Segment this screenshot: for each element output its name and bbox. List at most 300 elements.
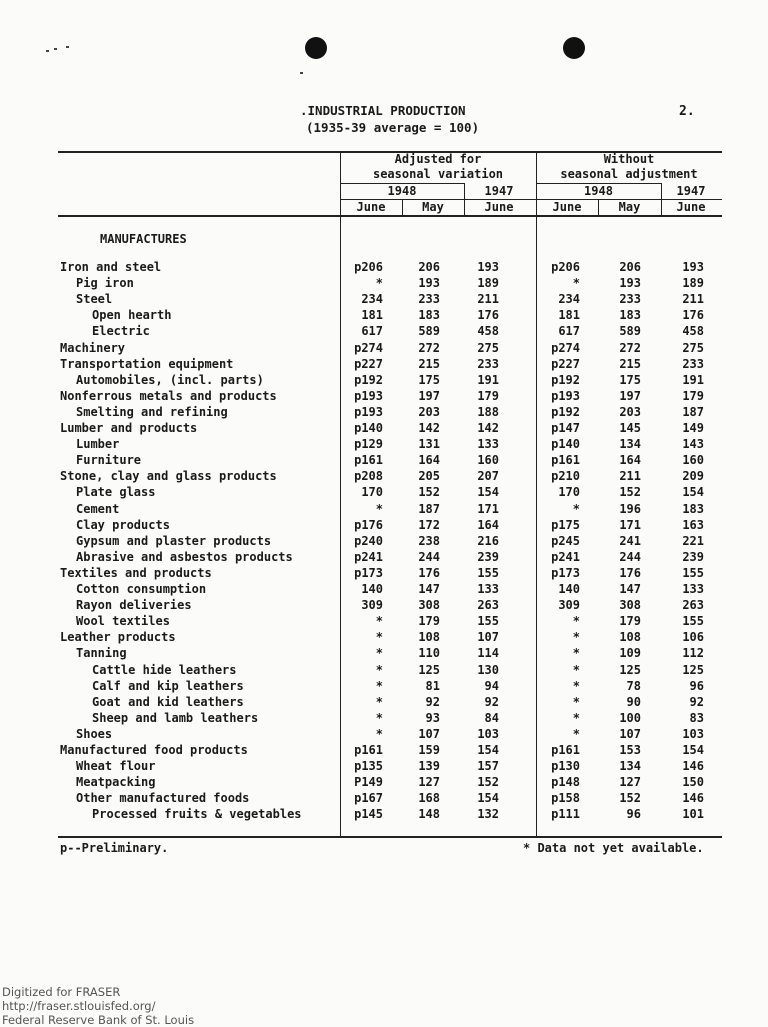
row-value: 168 bbox=[418, 791, 440, 806]
row-value: 170 bbox=[558, 485, 580, 500]
row-label: Cotton consumption bbox=[76, 582, 207, 596]
row-value: * bbox=[572, 694, 580, 709]
row-label: Steel bbox=[76, 292, 113, 307]
row-value: 181 bbox=[361, 308, 383, 323]
table-bottom-rule bbox=[58, 836, 722, 838]
without-header-line2: seasonal adjustment bbox=[560, 167, 698, 181]
scan-speck bbox=[46, 50, 49, 52]
row-value: 155 bbox=[682, 565, 704, 580]
row-value: p192 bbox=[354, 372, 383, 387]
fraser-line: Federal Reserve Bank of St. Louis bbox=[2, 1013, 195, 1027]
row-value: 617 bbox=[558, 324, 580, 339]
month-header: May bbox=[618, 200, 641, 214]
row-value: 150 bbox=[682, 775, 704, 790]
fraser-line: Digitized for FRASER bbox=[2, 985, 121, 999]
row-value: 197 bbox=[619, 388, 641, 403]
row-value: p210 bbox=[551, 469, 580, 484]
row-value: p192 bbox=[551, 404, 580, 419]
row-value: 108 bbox=[619, 630, 641, 645]
row-value: 206 bbox=[418, 260, 440, 274]
row-value: p241 bbox=[551, 549, 580, 564]
table-row bbox=[0, 292, 768, 308]
row-value: p227 bbox=[551, 356, 580, 371]
row-value: p161 bbox=[354, 743, 383, 757]
row-value: 183 bbox=[619, 308, 641, 323]
row-value: 110 bbox=[418, 646, 440, 661]
row-label: Other manufactured foods bbox=[76, 791, 250, 806]
month-header: June bbox=[356, 200, 386, 214]
row-value: 155 bbox=[477, 565, 499, 580]
row-value: 183 bbox=[682, 501, 704, 516]
row-value: 275 bbox=[682, 340, 704, 355]
row-label: Leather products bbox=[60, 630, 176, 645]
row-value: 106 bbox=[682, 630, 704, 645]
row-value: * bbox=[572, 710, 580, 725]
table-row bbox=[0, 421, 768, 437]
row-value: 164 bbox=[418, 453, 440, 468]
row-value: * bbox=[375, 678, 383, 693]
row-value: * bbox=[572, 726, 580, 741]
row-value: p173 bbox=[354, 565, 383, 580]
row-value: 175 bbox=[619, 372, 641, 387]
table-row bbox=[0, 357, 768, 373]
row-value: 193 bbox=[418, 276, 440, 291]
table-row bbox=[0, 534, 768, 550]
row-value: 152 bbox=[619, 791, 641, 806]
row-value: 164 bbox=[477, 517, 499, 532]
row-value: 84 bbox=[484, 710, 499, 725]
row-value: 157 bbox=[477, 759, 499, 774]
table-row bbox=[0, 775, 768, 791]
row-value: * bbox=[375, 614, 383, 629]
row-label: Gypsum and plaster products bbox=[76, 533, 272, 548]
row-value: 458 bbox=[477, 324, 499, 339]
without-header-line1: Without bbox=[603, 152, 655, 166]
document-title bbox=[300, 102, 479, 136]
row-value: 188 bbox=[477, 404, 499, 419]
row-label: Electric bbox=[92, 324, 150, 339]
row-value: 179 bbox=[418, 614, 440, 629]
row-value: 164 bbox=[619, 453, 641, 468]
row-label: Calf and kip leathers bbox=[92, 678, 244, 693]
row-value: * bbox=[572, 662, 580, 677]
row-value: 179 bbox=[477, 388, 499, 403]
row-value: 193 bbox=[477, 260, 499, 274]
row-value: 176 bbox=[477, 308, 499, 323]
row-value: 163 bbox=[682, 517, 704, 532]
year-header: 1947 bbox=[676, 184, 706, 198]
footnote-not-available: * Data not yet available. bbox=[523, 841, 704, 855]
row-value: 154 bbox=[477, 743, 499, 757]
row-value: 171 bbox=[477, 501, 499, 516]
row-value: 154 bbox=[682, 485, 704, 500]
row-value: 154 bbox=[477, 791, 499, 806]
row-value: p245 bbox=[551, 533, 580, 548]
row-label: Textiles and products bbox=[60, 565, 212, 580]
row-value: 272 bbox=[619, 340, 641, 355]
row-value: 147 bbox=[619, 582, 641, 596]
table-row bbox=[0, 566, 768, 582]
row-value: 191 bbox=[682, 372, 704, 387]
row-value: 238 bbox=[418, 533, 440, 548]
table-row bbox=[0, 582, 768, 598]
row-value: 309 bbox=[558, 598, 580, 613]
row-label: Cattle hide leathers bbox=[92, 662, 237, 677]
row-value: p274 bbox=[354, 340, 383, 355]
row-value: 211 bbox=[477, 292, 499, 307]
row-value: 189 bbox=[477, 276, 499, 291]
row-value: 234 bbox=[558, 292, 580, 307]
row-value: 133 bbox=[682, 582, 704, 596]
row-label: Rayon deliveries bbox=[76, 598, 192, 613]
row-value: 125 bbox=[682, 662, 704, 677]
row-value: 187 bbox=[682, 404, 704, 419]
row-value: 617 bbox=[361, 324, 383, 339]
punch-hole-right bbox=[563, 37, 585, 59]
row-value: p274 bbox=[551, 340, 580, 355]
row-label: Wheat flour bbox=[76, 759, 156, 774]
row-value: 209 bbox=[682, 469, 704, 484]
row-value: 155 bbox=[682, 614, 704, 629]
year-header: 1947 bbox=[484, 184, 514, 198]
row-value: p158 bbox=[551, 791, 580, 806]
row-value: 175 bbox=[418, 372, 440, 387]
row-value: 272 bbox=[418, 340, 440, 355]
row-value: p135 bbox=[354, 759, 383, 774]
row-value: 93 bbox=[425, 710, 440, 725]
row-value: 152 bbox=[477, 775, 499, 790]
row-value: 183 bbox=[418, 308, 440, 323]
row-value: 125 bbox=[418, 662, 440, 677]
page-number: 2. bbox=[679, 104, 695, 119]
row-label: Open hearth bbox=[92, 308, 172, 323]
row-value: 81 bbox=[425, 678, 440, 693]
row-value: p140 bbox=[354, 421, 383, 435]
row-value: 193 bbox=[682, 260, 704, 274]
row-value: 90 bbox=[626, 694, 641, 709]
row-value: 146 bbox=[682, 759, 704, 774]
row-label: Processed fruits & vegetables bbox=[92, 807, 302, 822]
row-value: * bbox=[572, 630, 580, 645]
fraser-line: http://fraser.stlouisfed.org/ bbox=[2, 999, 156, 1013]
footnote-preliminary: p--Preliminary. bbox=[60, 841, 169, 855]
row-value: 133 bbox=[477, 437, 499, 452]
row-value: 101 bbox=[682, 807, 704, 822]
header-bottom-rule bbox=[58, 215, 722, 217]
row-value: 172 bbox=[418, 517, 440, 532]
row-value: 159 bbox=[418, 743, 440, 757]
row-value: 233 bbox=[477, 356, 499, 371]
row-value: 131 bbox=[418, 437, 440, 452]
subtitle-line: (1935-39 average = 100) bbox=[306, 120, 480, 135]
row-value: 233 bbox=[682, 356, 704, 371]
month-header: June bbox=[484, 200, 514, 214]
row-label: Iron and steel bbox=[60, 260, 162, 274]
row-value: * bbox=[375, 646, 383, 661]
row-label: Shoes bbox=[76, 726, 113, 741]
table-row bbox=[0, 502, 768, 518]
row-value: 179 bbox=[619, 614, 641, 629]
table-row bbox=[0, 276, 768, 292]
table-row bbox=[0, 663, 768, 679]
row-value: 176 bbox=[619, 565, 641, 580]
row-value: 203 bbox=[418, 404, 440, 419]
row-value: p193 bbox=[354, 404, 383, 419]
month-header: June bbox=[676, 200, 706, 214]
month-header: May bbox=[422, 200, 444, 214]
row-label: Goat and kid leathers bbox=[92, 694, 244, 709]
row-label: Wool textiles bbox=[76, 614, 170, 629]
row-value: 179 bbox=[682, 388, 704, 403]
row-value: p176 bbox=[354, 517, 383, 532]
table-row bbox=[0, 260, 768, 276]
row-value: * bbox=[572, 678, 580, 693]
row-value: * bbox=[375, 694, 383, 709]
row-label: Abrasive and asbestos products bbox=[76, 549, 293, 564]
table-row bbox=[0, 598, 768, 614]
table-row bbox=[0, 453, 768, 469]
row-value: 140 bbox=[361, 582, 383, 596]
table-row bbox=[0, 373, 768, 389]
row-value: 125 bbox=[619, 662, 641, 677]
row-value: p241 bbox=[354, 549, 383, 564]
row-value: P149 bbox=[354, 775, 383, 790]
row-value: 127 bbox=[418, 775, 440, 790]
table-row bbox=[0, 389, 768, 405]
row-value: 197 bbox=[418, 388, 440, 403]
row-value: 114 bbox=[477, 646, 499, 661]
row-value: p175 bbox=[551, 517, 580, 532]
row-value: 96 bbox=[626, 807, 641, 822]
row-value: 216 bbox=[477, 533, 499, 548]
adjusted-header-line2: seasonal variation bbox=[372, 167, 504, 181]
row-value: 132 bbox=[477, 807, 499, 822]
row-value: 107 bbox=[619, 726, 641, 741]
row-value: 589 bbox=[619, 324, 641, 339]
table-row bbox=[0, 630, 768, 646]
table-row bbox=[0, 405, 768, 421]
row-value: 263 bbox=[477, 598, 499, 613]
row-label: Nonferrous metals and products bbox=[60, 388, 277, 403]
row-value: 134 bbox=[619, 437, 641, 452]
row-value: * bbox=[572, 614, 580, 629]
month-header: June bbox=[552, 200, 582, 214]
row-label: Stone, clay and glass products bbox=[60, 469, 277, 484]
row-value: 134 bbox=[619, 759, 641, 774]
row-value: 78 bbox=[626, 678, 641, 693]
row-value: 107 bbox=[418, 726, 440, 741]
row-value: 112 bbox=[682, 646, 704, 661]
table-row bbox=[0, 807, 768, 823]
row-label: Pig iron bbox=[76, 276, 134, 291]
row-value: 205 bbox=[418, 469, 440, 484]
row-value: 160 bbox=[682, 453, 704, 468]
row-value: 187 bbox=[418, 501, 440, 516]
table-row bbox=[0, 341, 768, 357]
row-value: p161 bbox=[551, 453, 580, 468]
row-value: 309 bbox=[361, 598, 383, 613]
row-value: p227 bbox=[354, 356, 383, 371]
row-value: 233 bbox=[619, 292, 641, 307]
row-value: 154 bbox=[682, 743, 704, 757]
row-value: 155 bbox=[477, 614, 499, 629]
row-value: p148 bbox=[551, 775, 580, 790]
row-value: 140 bbox=[558, 582, 580, 596]
row-value: 153 bbox=[619, 743, 641, 757]
table-row bbox=[0, 711, 768, 727]
row-value: 108 bbox=[418, 630, 440, 645]
row-value: 92 bbox=[425, 694, 440, 709]
row-value: 233 bbox=[418, 292, 440, 307]
table-row bbox=[0, 791, 768, 807]
table-row bbox=[0, 614, 768, 630]
row-value: p129 bbox=[354, 437, 383, 452]
row-value: 160 bbox=[477, 453, 499, 468]
row-value: p167 bbox=[354, 791, 383, 806]
row-value: p208 bbox=[354, 469, 383, 484]
row-value: * bbox=[375, 501, 383, 516]
table-row bbox=[0, 518, 768, 534]
row-value: * bbox=[375, 710, 383, 725]
row-label: Automobiles, (incl. parts) bbox=[76, 372, 264, 387]
scan-speck bbox=[300, 72, 303, 74]
row-value: * bbox=[375, 630, 383, 645]
fraser-watermark bbox=[2, 985, 194, 1027]
row-value: 92 bbox=[484, 694, 499, 709]
row-label: Transportation equipment bbox=[60, 356, 234, 371]
row-value: 109 bbox=[619, 646, 641, 661]
row-label: Lumber bbox=[76, 437, 120, 452]
row-value: * bbox=[572, 646, 580, 661]
table-row bbox=[0, 324, 768, 340]
row-value: 239 bbox=[477, 549, 499, 564]
row-label: Tanning bbox=[76, 646, 127, 661]
row-value: 133 bbox=[477, 582, 499, 596]
row-value: 176 bbox=[682, 308, 704, 323]
row-value: 130 bbox=[477, 662, 499, 677]
row-value: 92 bbox=[689, 694, 704, 709]
row-value: p192 bbox=[551, 372, 580, 387]
row-value: 142 bbox=[418, 421, 440, 435]
row-value: * bbox=[572, 501, 580, 516]
row-value: p145 bbox=[354, 807, 383, 822]
row-value: 103 bbox=[682, 726, 704, 741]
row-value: 147 bbox=[418, 582, 440, 596]
title-line: .INDUSTRIAL PRODUCTION bbox=[300, 103, 466, 118]
row-value: 100 bbox=[619, 710, 641, 725]
row-value: p206 bbox=[551, 260, 580, 274]
row-value: 206 bbox=[619, 260, 641, 274]
row-value: 154 bbox=[477, 485, 499, 500]
row-value: 215 bbox=[619, 356, 641, 371]
row-value: 146 bbox=[682, 791, 704, 806]
row-label: Meatpacking bbox=[76, 775, 156, 790]
row-value: 239 bbox=[682, 549, 704, 564]
row-label: Cement bbox=[76, 501, 120, 516]
row-value: p193 bbox=[551, 388, 580, 403]
table-row bbox=[0, 485, 768, 501]
row-value: p206 bbox=[354, 260, 383, 274]
row-value: 143 bbox=[682, 437, 704, 452]
row-label: Furniture bbox=[76, 453, 142, 468]
row-value: 244 bbox=[418, 549, 440, 564]
row-value: p173 bbox=[551, 565, 580, 580]
row-label: Manufactured food products bbox=[60, 743, 248, 757]
row-value: 207 bbox=[477, 469, 499, 484]
row-value: 275 bbox=[477, 340, 499, 355]
row-value: * bbox=[572, 276, 580, 291]
scan-speck bbox=[66, 46, 69, 48]
row-value: 589 bbox=[418, 324, 440, 339]
row-value: 148 bbox=[418, 807, 440, 822]
row-value: 215 bbox=[418, 356, 440, 371]
row-value: p193 bbox=[354, 388, 383, 403]
row-value: p147 bbox=[551, 421, 580, 435]
table-row bbox=[0, 308, 768, 324]
row-value: 308 bbox=[418, 598, 440, 613]
row-value: 83 bbox=[689, 710, 704, 725]
row-value: p161 bbox=[551, 743, 580, 757]
year-header: 1948 bbox=[584, 184, 613, 198]
row-value: * bbox=[375, 662, 383, 677]
row-value: p240 bbox=[354, 533, 383, 548]
row-value: 244 bbox=[619, 549, 641, 564]
row-value: 221 bbox=[682, 533, 704, 548]
section-title: MANUFACTURES bbox=[100, 232, 187, 246]
row-value: 149 bbox=[682, 421, 704, 435]
row-value: 152 bbox=[418, 485, 440, 500]
row-value: 127 bbox=[619, 775, 641, 790]
table-row bbox=[0, 679, 768, 695]
row-value: p111 bbox=[551, 807, 580, 822]
punch-hole-left bbox=[305, 37, 327, 59]
row-value: 145 bbox=[619, 421, 641, 435]
scan-speck bbox=[54, 48, 57, 50]
row-value: 94 bbox=[484, 678, 499, 693]
row-value: 171 bbox=[619, 517, 641, 532]
row-value: p130 bbox=[551, 759, 580, 774]
row-value: 103 bbox=[477, 726, 499, 741]
table-row bbox=[0, 646, 768, 662]
row-value: 211 bbox=[619, 469, 641, 484]
row-label: Sheep and lamb leathers bbox=[92, 710, 259, 725]
table-row bbox=[0, 695, 768, 711]
row-label: Machinery bbox=[60, 340, 126, 355]
row-value: p140 bbox=[551, 437, 580, 452]
table-row bbox=[0, 437, 768, 453]
table-row bbox=[0, 469, 768, 485]
row-value: 142 bbox=[477, 421, 499, 435]
row-value: 191 bbox=[477, 372, 499, 387]
row-value: 170 bbox=[361, 485, 383, 500]
table-row bbox=[0, 727, 768, 743]
row-value: 193 bbox=[619, 276, 641, 291]
row-value: 107 bbox=[477, 630, 499, 645]
row-value: 308 bbox=[619, 598, 641, 613]
row-value: 241 bbox=[619, 533, 641, 548]
row-value: 176 bbox=[418, 565, 440, 580]
row-label: Clay products bbox=[76, 517, 170, 532]
row-value: 189 bbox=[682, 276, 704, 291]
table-row bbox=[0, 743, 768, 759]
table-row bbox=[0, 550, 768, 566]
row-value: * bbox=[375, 276, 383, 291]
row-value: 152 bbox=[619, 485, 641, 500]
row-value: 234 bbox=[361, 292, 383, 307]
row-value: 203 bbox=[619, 404, 641, 419]
row-value: 196 bbox=[619, 501, 641, 516]
row-value: p161 bbox=[354, 453, 383, 468]
